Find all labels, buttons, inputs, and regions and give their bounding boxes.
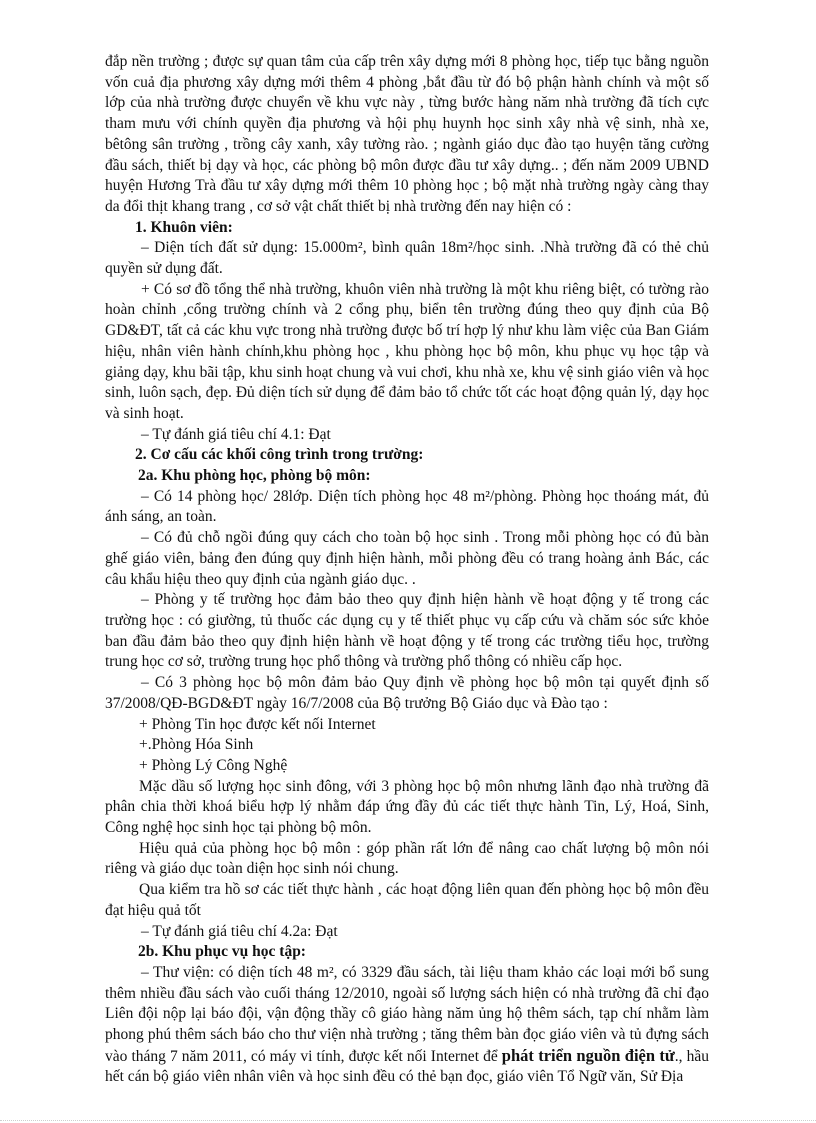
evaluation-line: – Tự đánh giá tiêu chí 4.2a: Đạt	[141, 922, 338, 940]
list-item: +.Phòng Hóa Sinh	[139, 736, 254, 754]
section-2a-number: 2a	[138, 467, 154, 485]
library-text-emphasis: phát triển nguồn điện tử	[501, 1045, 675, 1065]
paragraph: – Có đủ chỗ ngồi đúng quy cách cho toàn bộ học sinh . Trong mỗi phòng học có đủ bàn ghế giáo viên, bảng đen đúng quy định hiện hành, mỗi phòng đều có trang hoàng ảnh Bác, các câu khẩu hiệu theo quy định của ngành giáo dục. .	[105, 529, 709, 588]
section-2b-heading: 2b. Khu phục vụ học tập:	[138, 943, 306, 961]
section-2a-title: . Khu phòng học, phòng bộ môn:	[153, 467, 371, 485]
section-2-heading: 2. Cơ cấu các khối công trình trong trường:	[135, 446, 424, 464]
library-paragraph	[105, 963, 709, 1088]
list-item: + Phòng Lý Công Nghệ	[139, 756, 288, 774]
section-2a-heading	[105, 466, 709, 487]
list-item: + Phòng Tin học được kết nối Internet	[139, 715, 376, 733]
paragraph: – Phòng y tế trường học đảm bảo theo quy định hiện hành về hoạt động y tế trong các trường học : có giường, tủ thuốc các dụng cụ y tế thiết phục vụ cấp cứu và chăm sóc sức khỏe ban đầu đảm bảo theo quy định hiện hành về hoạt động y tế trong các trường tiểu học, trường trung học cơ sở, trường trung học phổ thông và trường phổ thông có nhiều cấp học.	[105, 591, 709, 671]
paragraph: Mặc dầu số lượng học sinh đông, với 3 phòng học bộ môn nhưng lãnh đạo nhà trường đã phân chia thời khoá biểu hợp lý nhằm đáp ứng đầy đủ các tiết thực hành Tin, Lý, Hoá, Sinh, Công nghệ học sinh học tại phòng bộ môn.	[105, 777, 709, 837]
section-1-heading: 1. Khuôn viên:	[135, 218, 233, 236]
paragraph: – Diện tích đất sử dụng: 15.000m², bình quân 18m²/học sinh. .Nhà trường đã có thẻ chủ quyền sử dụng đất.	[105, 239, 709, 278]
paragraph: – Có 14 phòng học/ 28lớp. Diện tích phòng học 48 m²/phòng. Phòng học thoáng mát, đủ ánh sáng, an toàn.	[105, 487, 709, 526]
evaluation-line: – Tự đánh giá tiêu chí 4.1: Đạt	[141, 425, 331, 443]
paragraph: + Có sơ đồ tổng thể nhà trường, khuôn viên nhà trường là một khu riêng biệt, có tường rào hoàn chỉnh ,cổng trường chính và 2 cổng phụ, biển tên trường đúng theo quy định của Bộ GD&ĐT, tất cả các khu vực trong nhà trường được bố trí hợp lý như khu làm việc của Ban Giám hiệu, nhân viên hành chính,khu phòng học , khu phòng học bộ môn, khu phục vụ học tập và giảng dạy, khu bãi tập, khu sinh hoạt chung và vui chơi, khu nhà xe, khu vệ sinh giáo viên và học sinh, luôn sạch, đẹp. Đủ diện tích sử dụng để đảm bảo tổ chức tốt các hoạt động quản lý, dạy học và sinh hoạt.	[105, 280, 709, 422]
paragraph: Qua kiểm tra hồ sơ các tiết thực hành , các hoạt động liên quan đến phòng học bộ môn đều đạt hiệu quả tốt	[105, 881, 709, 919]
intro-paragraph: đắp nền trường ; được sự quan tâm của cấp trên xây dựng mới 8 phòng học, tiếp tục bằng nguồn vốn cuả địa phương xây dựng mới thêm 4 phòng ,bắt đầu từ đó bộ phận hành chính và một số lớp của nhà trường được chuyển về khu vực này , từng bước hàng năm nhà trường đã tích cực tham mưu với chính quyền địa phương và hội phụ huynh học sinh xây nhà vệ sinh, nhà xe, bêtông sân trường , trồng cây xanh, xây tường rào. ; ngành giáo dục đào tạo huyện tăng cường đầu sách, thiết bị dạy và học, các phòng bộ môn được đầu tư xây dựng.. ; đến năm 2009 UBND huyện Hương Trà đầu tư xây dựng mới thêm 10 phòng học ; bộ mặt nhà trường ngày càng thay da đổi thịt khang trang , cơ sở vật chất thiết bị nhà trường đến nay hiện có :	[105, 53, 709, 215]
paragraph: – Có 3 phòng học bộ môn đảm bảo Quy định về phòng học bộ môn tại quyết định số 37/2008/QĐ-BGD&ĐT ngày 16/7/2008 của Bộ trưởng Bộ Giáo dục và Đào tạo :	[105, 674, 709, 712]
paragraph: Hiệu quả của phòng học bộ môn : góp phần rất lớn để nâng cao chất lượng bộ môn nói riêng và giáo dục toàn diện học sinh nói chung.	[105, 839, 709, 878]
library-text-end: ., hầu hết cán bộ giáo viên nhân viên và học sinh đều có thẻ bạn đọc, giáo viên Tổ Ngữ văn, Sử Địa	[105, 1047, 709, 1086]
library-text-start: – Thư viện: có diện tích 48 m², có 3329 đầu sách, tài liệu tham khảo các loại mới bổ sung thêm nhiều đầu sách vào cuối tháng 12/2010, ngoài số lượng sách hiện có nhà trường đã chỉ đạo Liên đội nộp lại báo đội, vận động thầy cô giáo hàng năm ủng hộ thêm sách, tạp chí nhằm làm phong phú thêm sách báo cho thư viện nhà trường ; tăng thêm bàn đọc giáo viên và tủ đựng sách vào tháng 7 năm 2011, có máy vi tính, được kết nối Internet để	[105, 963, 709, 1065]
page-bottom-divider	[0, 1120, 816, 1122]
